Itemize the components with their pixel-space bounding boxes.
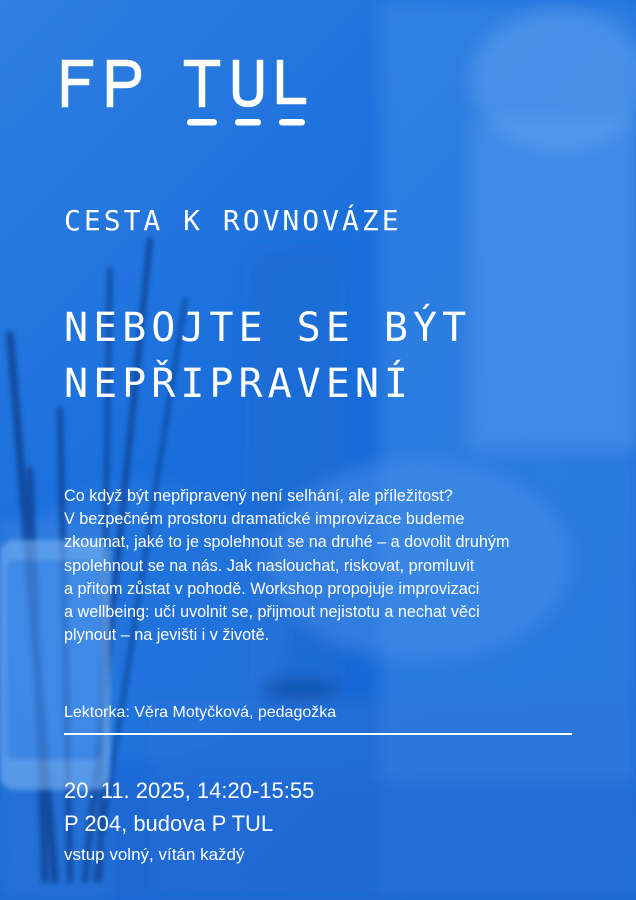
- divider: [64, 733, 572, 735]
- description-line: V bezpečném prostoru dramatické improvizace budeme: [64, 510, 465, 529]
- event-location: P 204, budova P TUL: [64, 811, 274, 836]
- series-subtitle: CESTA K ROVNOVÁZE: [64, 204, 402, 237]
- headline: [64, 300, 604, 412]
- event-datetime: 20. 11. 2025, 14:20-15:55: [64, 778, 315, 803]
- headline-line: NEBOJTE SE BÝT: [64, 305, 472, 351]
- lecturer-info: Lektorka: Věra Motyčková, pedagožka: [64, 704, 337, 721]
- headline-line: NEPŘIPRAVENÍ: [64, 361, 413, 407]
- description-line: a wellbeing: učí uvolnit se, přijmout nejistotu a nechat věci: [64, 603, 480, 622]
- description-line: plynout – na jevišti i v životě.: [64, 626, 270, 645]
- description-line: spolehnout se na nás. Jak naslouchat, riskovat, promluvit: [64, 556, 475, 575]
- fp-tul-logo: [60, 58, 320, 134]
- description-line: zkoumat, jaké to je spolehnout se na druhé – a dovolit druhým: [64, 533, 510, 552]
- description-line: Co když být nepřipravený není selhání, ale příležitost?: [64, 487, 453, 505]
- workshop-description: [64, 485, 564, 647]
- description-line: a přitom zůstat v pohodě. Workshop propojuje improvizaci: [64, 579, 480, 598]
- event-admission: vstup volný, vítán každý: [64, 845, 245, 864]
